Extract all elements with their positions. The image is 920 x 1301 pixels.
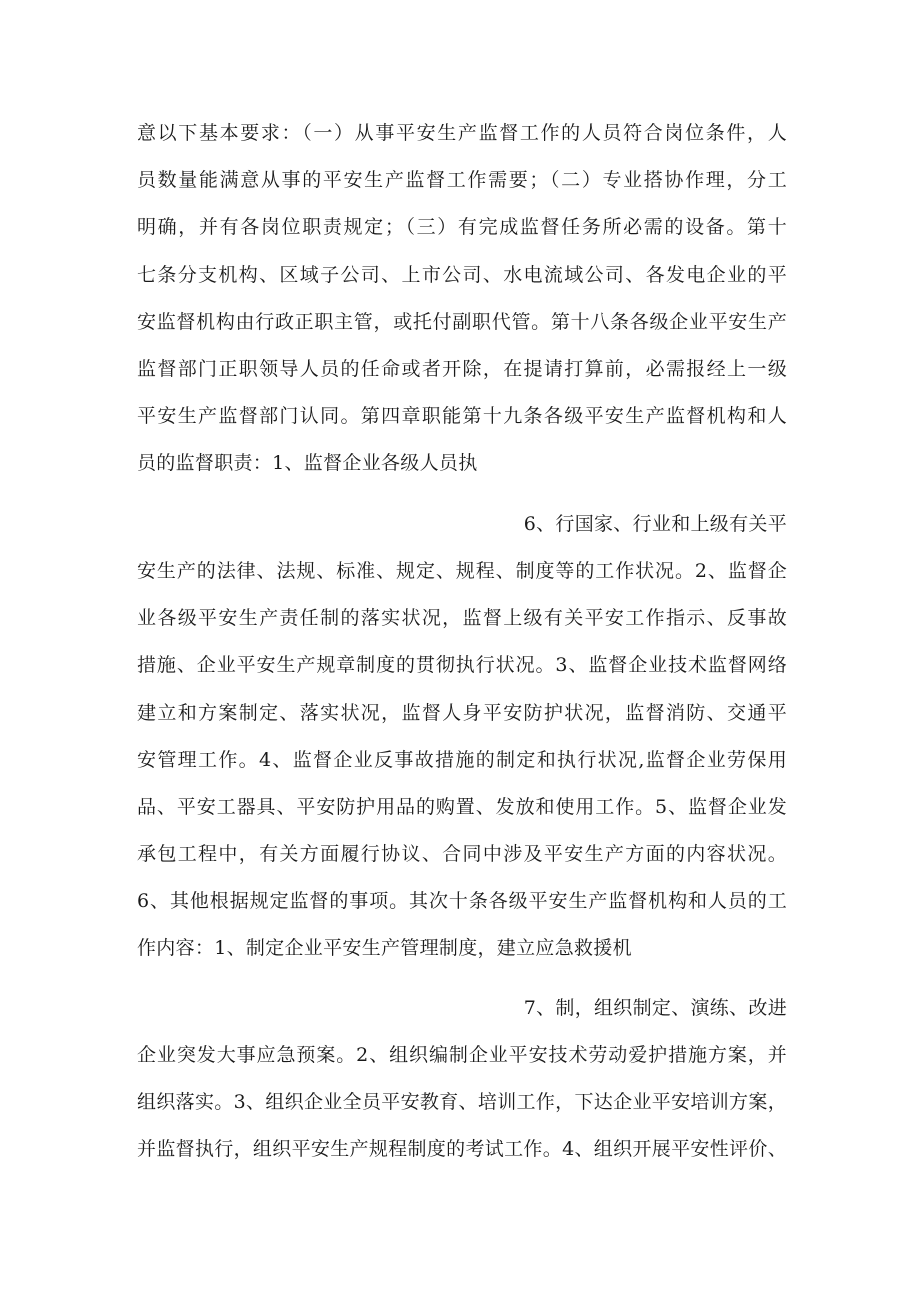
text-line: 明确，并有各岗位职责规定；（三）有完成监督任务所必需的设备。第十: [137, 216, 787, 238]
text-line: 并监督执行，组织平安生产规程制度的考试工作。4、组织开展平安性评价、: [137, 1138, 787, 1160]
text-line: 七条分支机构、区域子公司、上市公司、水电流域公司、各发电企业的平: [137, 264, 787, 286]
text-line: 组织落实。3、组织企业全员平安教育、培训工作，下达企业平安培训方案，: [137, 1091, 787, 1113]
text-line: 员数量能满意从事的平安生产监督工作需要；（二）专业搭协作理，分工: [137, 169, 787, 191]
text-line: 业各级平安生产责任制的落实状况，监督上级有关平安工作指示、反事故: [137, 607, 787, 629]
text-line: 品、平安工器具、平安防护用品的购置、发放和使用工作。5、监督企业发: [137, 796, 787, 818]
text-line: 平安生产监督部门认同。第四章职能第十九条各级平安生产监督机构和人: [137, 405, 787, 427]
page-marker-line: 6、行国家、行业和上级有关平: [523, 513, 787, 535]
text-line: 企业突发大事应急预案。2、组织编制企业平安技术劳动爱护措施方案，并: [137, 1044, 787, 1066]
text-line: 建立和方案制定、落实状况，监督人身平安防护状况，监督消防、交通平: [137, 702, 787, 724]
text-line: 意以下基本要求：（一）从事平安生产监督工作的人员符合岗位条件，人: [137, 122, 787, 144]
text-line: 承包工程中，有关方面履行协议、合同中涉及平安生产方面的内容状况。: [137, 843, 787, 865]
text-line: 措施、企业平安生产规章制度的贯彻执行状况。3、监督企业技术监督网络: [137, 654, 787, 676]
text-line: 员的监督职责：1、监督企业各级人员执: [137, 452, 478, 474]
text-line: 作内容：1、制定企业平安生产管理制度，建立应急救援机: [137, 937, 632, 959]
text-line: 6、其他根据规定监督的事项。其次十条各级平安生产监督机构和人员的工: [137, 890, 787, 912]
text-line: 安生产的法律、法规、标准、规定、规程、制度等的工作状况。2、监督企: [137, 560, 787, 582]
text-line: 安监督机构由行政正职主管，或托付副职代管。第十八条各级企业平安生产: [137, 311, 787, 333]
text-line: 安管理工作。4、监督企业反事故措施的制定和执行状况,监督企业劳保用: [137, 749, 787, 771]
text-line: 监督部门正职领导人员的任命或者开除，在提请打算前，必需报经上一级: [137, 358, 787, 380]
page-marker-line: 7、制，组织制定、演练、改进: [523, 997, 787, 1019]
